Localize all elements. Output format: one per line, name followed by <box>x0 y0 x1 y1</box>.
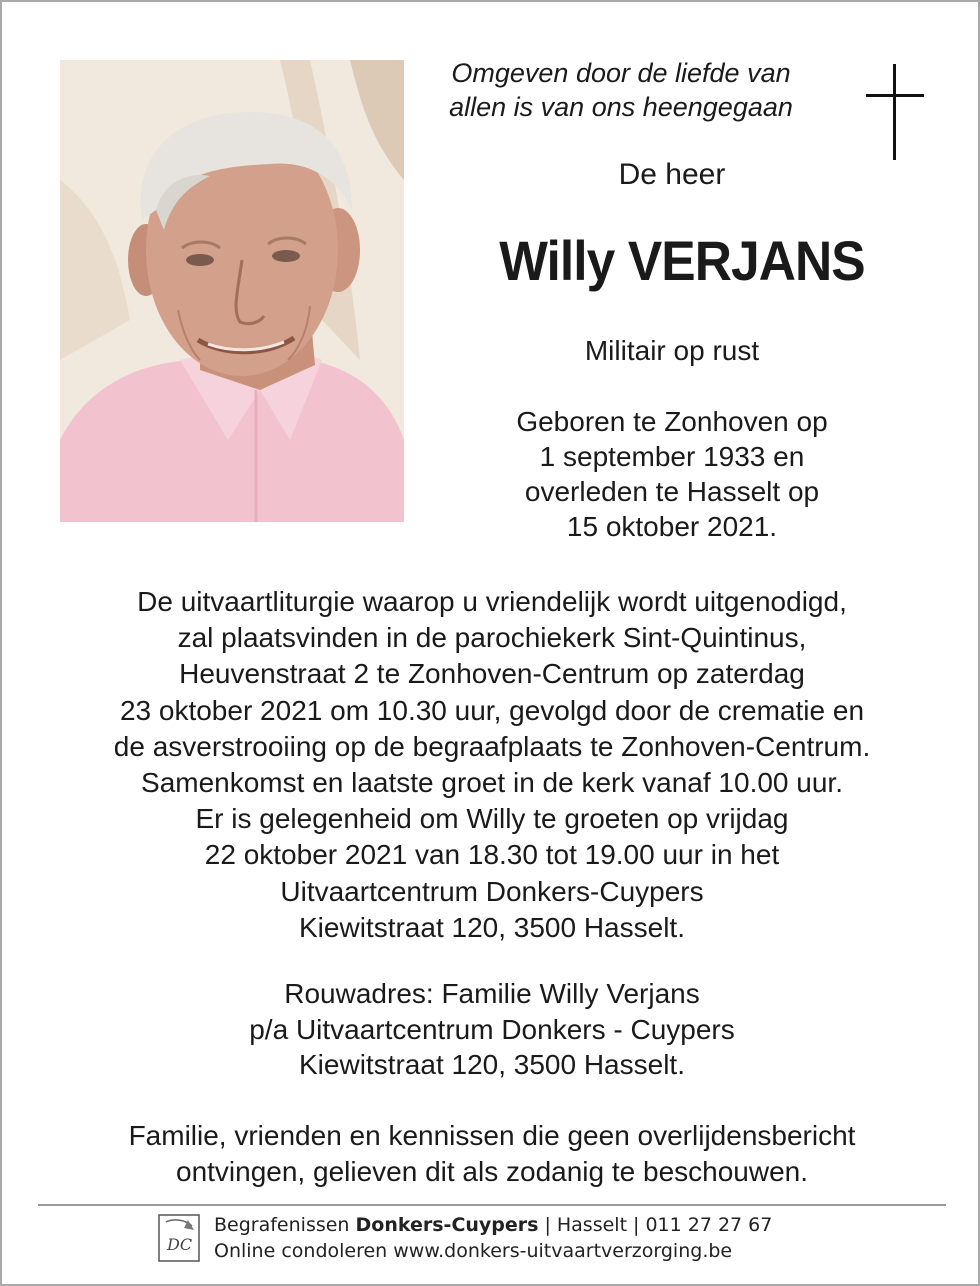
motto <box>412 56 830 124</box>
dates-line: Geboren te Zonhoven op <box>516 406 828 437</box>
dates-line: 1 september 1933 en <box>539 441 805 472</box>
ceremony-line: De uitvaartliturgie waarop u vriendelijk wordt uitgenodigd, <box>137 586 847 617</box>
motto-line: allen is van ons heengegaan <box>449 92 793 122</box>
portrait-photo <box>60 60 404 522</box>
deceased-name: Willy VERJANS <box>499 229 865 292</box>
svg-text:DC: DC <box>167 1235 193 1254</box>
salutation: De heer <box>618 158 726 191</box>
dates-line: 15 oktober 2021. <box>566 511 778 542</box>
footer-city: Hasselt <box>556 1214 628 1236</box>
funeral-ceremony-text <box>22 584 962 946</box>
footer-divider <box>38 1204 946 1206</box>
footer-info <box>214 1212 934 1264</box>
footer-company: Donkers-Cuypers <box>355 1214 539 1236</box>
family-notice <box>42 1118 942 1189</box>
dates-line: overleden te Hasselt op <box>524 476 820 507</box>
funeral-home-logo <box>158 1214 200 1262</box>
address-line: p/a Uitvaartcentrum Donkers - Cuypers <box>249 1013 735 1045</box>
ceremony-line: Er is gelegenheid om Willy te groeten op vrijdag <box>195 803 789 835</box>
footer-website-link[interactable]: www.donkers-uitvaartverzorging.be <box>393 1240 733 1262</box>
ceremony-line: 23 oktober 2021 om 10.30 uur, gevolgd door de crematie en <box>119 694 865 726</box>
ceremony-line: Samenkomst en laatste groet in de kerk vanaf 10.00 uur. <box>141 767 843 799</box>
ceremony-line: 22 oktober 2021 van 18.30 tot 19.00 uur in het <box>204 839 780 871</box>
footer-line-company: Begrafenissen Donkers-Cuypers | Hasselt | 011 27 27 67 <box>214 1214 773 1236</box>
notice-line: Familie, vrienden en kennissen die geen overlijdensbericht <box>128 1120 856 1151</box>
footer-condolence-label: Online condoleren <box>214 1240 388 1262</box>
ceremony-line: zal plaatsvinden in de parochiekerk Sint-Quintinus, <box>177 622 807 654</box>
mourning-address <box>102 976 882 1083</box>
footer-line-condolence <box>214 1238 934 1264</box>
address-line: Rouwadres: Familie Willy Verjans <box>284 978 700 1009</box>
motto-line: Omgeven door de liefde van <box>451 58 791 88</box>
ceremony-line: Uitvaartcentrum Donkers-Cuypers <box>280 875 704 907</box>
footer-phone[interactable]: 011 27 27 67 <box>645 1214 773 1236</box>
cross-icon <box>866 64 924 160</box>
footer-prefix: Begrafenissen <box>214 1214 350 1236</box>
occupation: Militair op rust <box>584 335 760 366</box>
ceremony-line: de asverstrooiing op de begraafplaats te Zonhoven-Centrum. <box>113 730 871 762</box>
address-line: Kiewitstraat 120, 3500 Hasselt. <box>299 1049 685 1080</box>
notice-line: ontvingen, gelieven dit als zodanig te beschouwen. <box>176 1155 808 1187</box>
portrait-illustration <box>60 60 404 522</box>
ceremony-line: Heuvenstraat 2 te Zonhoven-Centrum op zaterdag <box>179 658 805 690</box>
birth-death-dates <box>442 404 902 544</box>
ceremony-line: Kiewitstraat 120, 3500 Hasselt. <box>299 911 685 943</box>
